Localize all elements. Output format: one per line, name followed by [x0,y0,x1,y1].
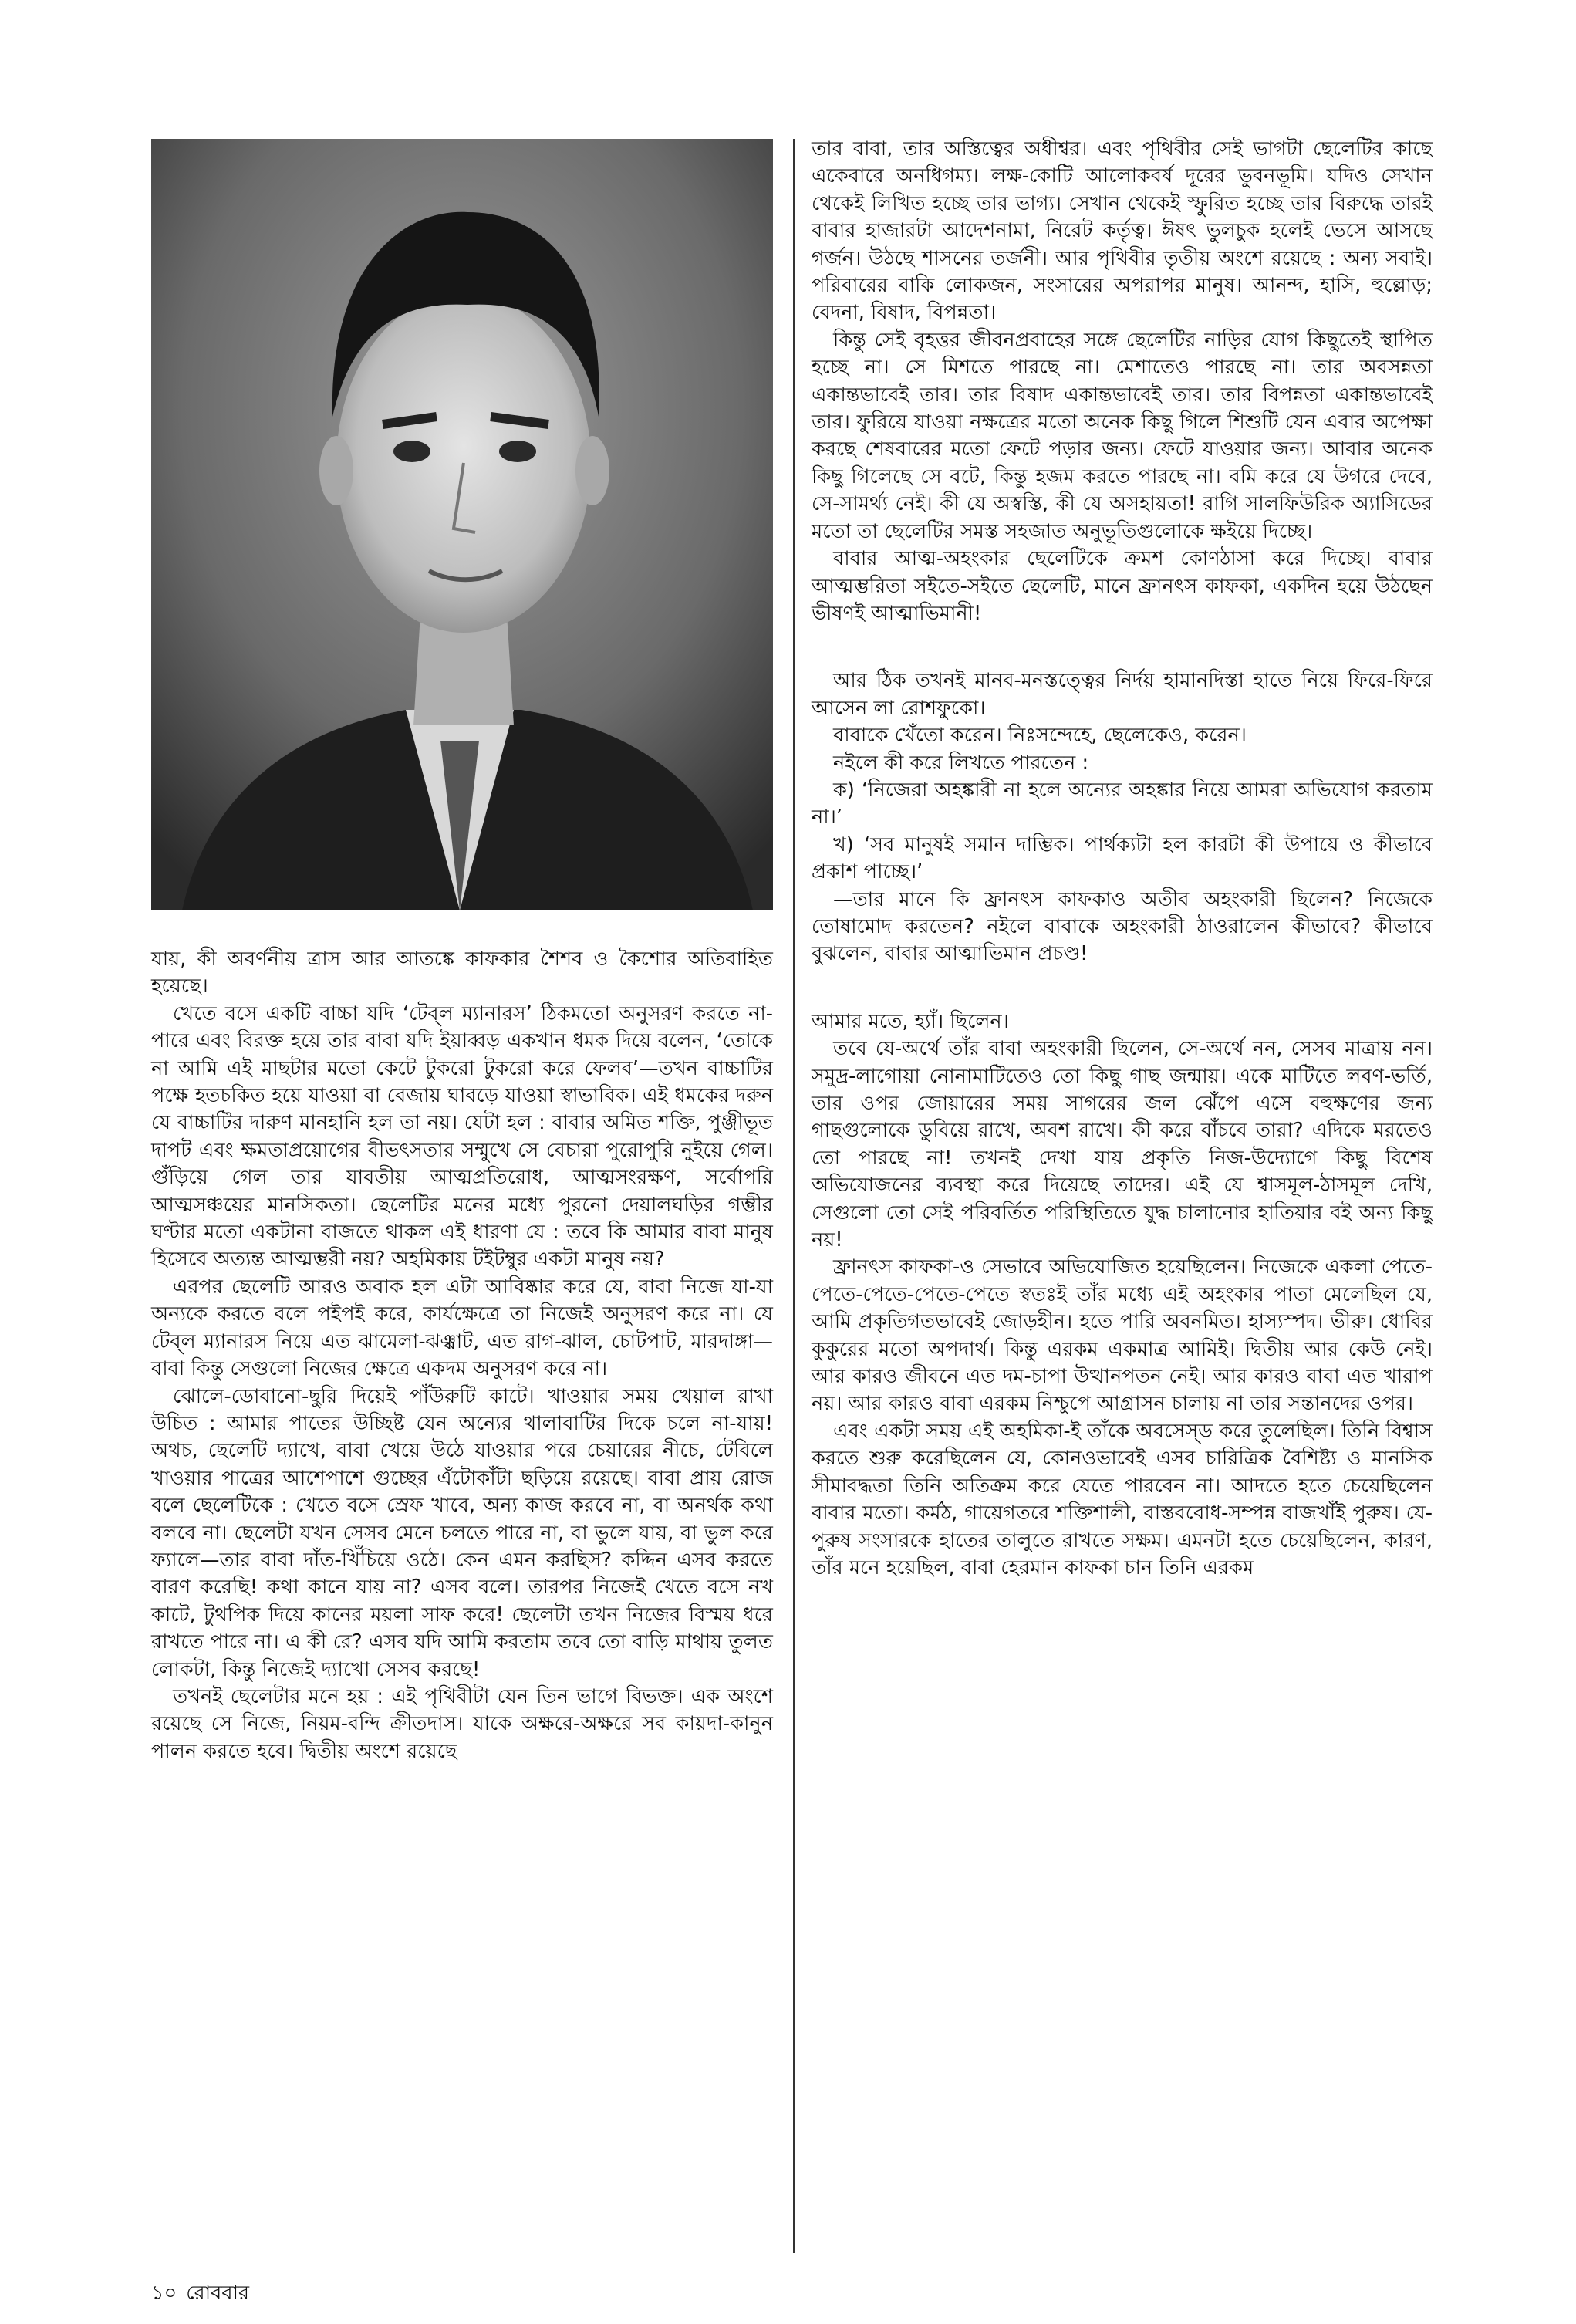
right-quote-kha: খ) ‘সব মানুষই সমান দাম্ভিক। পার্থক্যটা হল কারটা কী উপায়ে ও কীভাবে প্রকাশ পাচ্ছে।’ [812,833,1433,884]
right-paragraph-9: —তার মানে কি ফ্রানৎস কাফকাও অতীব অহংকারী ছিলেন? নিজেকে তোষামোদ করতেন? নইলে বাবাকে অহংকারী ঠাওরালেন কীভাবে? কীভাবে বুঝলেন, বাবার আত্মাভিমান প্রচণ্ড! [812,887,1433,966]
left-paragraph-3: এরপর ছেলেটি আরও অবাক হল এটা আবিষ্কার করে যে, বাবা নিজে যা-যা অন্যকে করতে বলে পইপই করে, কার্যক্ষেত্রে তা নিজেই অনুসরণ করে না। যে টেব্‌ল ম্যানারস নিয়ে এত ঝামেলা-ঝঞ্ঝাট, এত রাগ-ঝাল, চোটপাট, মারদাঙ্গা—বাবা কিন্তু সেগুলো নিজের ক্ষেত্রে একদম অনুসরণ করে না। [151,1275,773,1381]
magazine-name: রোববার [186,2282,250,2305]
right-paragraph-11: তবে যে-অর্থে তাঁর বাবা অহংকারী ছিলেন, সে-অর্থে নন, সেসব মাত্রায় নন। সমুদ্র-লাগোয়া নোনামাটিতেও তো কিছু গাছ জন্মায়। একে মাটিতে লবণ-ভর্তি, তার ওপর জোয়ারের সময় সাগরের জল ঝেঁপে এসে বহুক্ষণের জন্য গাছগুলোকে ডুবিয়ে রাখে, অবশ রাখে। কী করে বাঁচবে তারা? এদিকে মরতেও তো পারছে না! তখনই দেখা যায় প্রকৃতি নিজ-উদ্যোগে কিছু বিশেষ অভিযোজনের ব্যবস্থা করে দিয়েছে তাদের। এই যে শ্বাসমূল-ঠাসমূল দেখি, সেগুলো তো সেই পরিবর্তিত পরিস্থিতিতে যুদ্ধ চালানোর হাতিয়ার বই অন্য কিছু নয়! [812,1037,1433,1252]
page-footer [151,2278,258,2311]
right-paragraph-12: ফ্রানৎস কাফকা-ও সেভাবে অভিযোজিত হয়েছিলেন। নিজেকে একলা পেতে-পেতে-পেতে-পেতে-পেতে স্বতঃই তাঁর মধ্যে এই অহংকার পাতা মেলেছিল যে, আমি প্রকৃতিগতভাবেই জোড়হীন। হতে পারি অবনমিত। হাস্যস্পদ। ভীরু। ধোবির কুকুরের মতো অপদার্থ। কিন্তু এরকম একমাত্র আমিই। দ্বিতীয় আর কেউ নেই। আর কারও জীবনে এত দম-চাপা উত্থানপতন নেই। আর কারও বাবা এত খারাপ নয়। আর কারও বাবা এরকম নিশ্চুপে আগ্রাসন চালায় না তার সন্তানদের ওপর। [812,1255,1433,1416]
left-paragraph-4: ঝোলে-ডোবানো-ছুরি দিয়েই পাঁউরুটি কাটে। খাওয়ার সময় খেয়াল রাখা উচিত : আমার পাতের উচ্ছিষ্ট যেন অন্যের থালাবাটির দিকে চলে না-যায়! অথচ, ছেলেটি দ্যাখে, বাবা খেয়ে উঠে যাওয়ার পরে চেয়ারের নীচে, টেবিলে খাওয়ার পাত্রের আশেপাশে গুচ্ছের এঁটোকাঁটা ছড়িয়ে রয়েছে। বাবা প্রায় রোজ বলে ছেলেটিকে : খেতে বসে স্রেফ খাবে, অন্য কাজ করবে না, বা অনর্থক কথা বলবে না। ছেলেটা যখন সেসব মেনে চলতে পারে না, বা ভুলে যায়, বা ভুল করে ফ্যালে—তার বাবা দাঁত-খিঁচিয়ে ওঠে। কেন এমন করছিস? কদ্দিন এসব করতে বারণ করেছি! কথা কানে যায় না? এসব বলে। তারপর নিজেই খেতে বসে নখ কাটে, টুথপিক দিয়ে কানের ময়লা সাফ করে! ছেলেটা তখন নিজের বিস্ময় ধরে রাখতে পারে না। এ কী রে? এসব যদি আমি করতাম তবে তো বাড়ি মাথায় তুলত লোকটা, কিন্তু নিজেই দ্যাখো সেসব করছে! [151,1384,773,1681]
right-paragraph-6: নইলে কী করে লিখতে পারতেন : [833,751,1089,775]
left-paragraph-2: খেতে বসে একটি বাচ্চা যদি ‘টেব্‌ল ম্যানারস’ ঠিকমতো অনুসরণ করতে না-পারে এবং বিরক্ত হয়ে তার বাবা যদি ইয়াব্বড় একখান ধমক দিয়ে বলেন, ‘তোকে না আমি এই মাছটার মতো কেটে টুকরো টুকরো করে ফেলব’—তখন বাচ্চাটির পক্ষে হতচকিত হয়ে যাওয়া বা বেজায় ঘাবড়ে যাওয়া স্বাভাবিক। এই ধমকের দরুন যে বাচ্চাটির দারুণ মানহানি হল তা নয়। যেটা হল : বাবার অমিত শক্তি, পুঞ্জীভূত দাপট এবং ক্ষমতাপ্রয়োগের বীভৎসতার সম্মুখে সে বেচারা পুরোপুরি নুইয়ে গেল। গুঁড়িয়ে গেল তার যাবতীয় আত্মপ্রতিরোধ, আত্মসংরক্ষণ, সর্বোপরি আত্মসঞ্চয়ের মানসিকতা। ছেলেটির মনের মধ্যে পুরনো দেয়ালঘড়ির গম্ভীর ঘণ্টার মতো একটানা বাজতে থাকল এই ধারণা যে : তবে কি আমার বাবা মানুষ হিসেবে অত্যন্ত আত্মম্ভরী নয়? অহমিকায় টইটম্বুর একটা মানুষ নয়? [151,1002,773,1272]
right-paragraph-10: আমার মতে, হ্যাঁ। ছিলেন। [812,1009,1009,1033]
right-paragraph-3: বাবার আত্ম-অহংকার ছেলেটিকে ক্রমশ কোণঠাসা করে দিচ্ছে। বাবার আত্মম্ভরিতা সইতে-সইতে ছেলেটি, মানে ফ্রানৎস কাফকা, একদিন হয়ে উঠছেন ভীষণই আত্মাভিমানী! [812,547,1433,625]
right-quote-ka: ক) ‘নিজেরা অহঙ্কারী না হলে অন্যের অহঙ্কার নিয়ে আমরা অভিযোগ করতাম না।’ [812,778,1433,829]
left-column [151,946,773,1765]
column-divider [793,139,795,2253]
right-paragraph-13: এবং একটা সময় এই অহমিকা-ই তাঁকে অবসেস্‌ড করে তুলেছিল। তিনি বিশ্বাস করতে শুরু করেছিলেন যে, কোনওভাবেই এসব চারিত্রিক বৈশিষ্ট্য ও মানসিক সীমাবদ্ধতা তিনি অতিক্রম করে যেতে পারবেন না। আদতে হতে চেয়েছিলেন বাবার মতো। কর্মঠ, গায়েগতরে শক্তিশালী, বাস্তববোধ-সম্পন্ন বাজখাঁই পুরুষ। যে-পুরুষ সংসারকে হাতের তালুতে রাখতে সক্ষম। এমনটা হতে চেয়েছিলেন, কারণ, তাঁর মনে হয়েছিল, বাবা হেরমান কাফকা চান তিনি এরকম [812,1419,1433,1579]
right-paragraph-5: বাবাকে খেঁতো করেন। নিঃসন্দেহে, ছেলেকেও, করেন। [833,724,1247,748]
right-column [812,136,1433,1582]
portrait-photo [151,139,773,910]
left-paragraph-1: যায়, কী অবর্ণনীয় ত্রাস আর আতঙ্কে কাফকার শৈশব ও কৈশোর অতিবাহিত হয়েছে। [151,948,773,998]
right-paragraph-4: আর ঠিক তখনই মানব-মনস্তত্ত্বের নির্দয় হামানদিস্তা হাতে নিয়ে ফিরে-ফিরে আসেন লা রোশফুকো। [812,669,1433,720]
right-paragraph-2: কিন্তু সেই বৃহত্তর জীবনপ্রবাহের সঙ্গে ছেলেটির নাড়ির যোগ কিছুতেই স্থাপিত হচ্ছে না। সে মিশতে পারছে না। মেশাতেও পারছে না। তার অবসন্নতা একান্তভাবেই তার। তার বিষাদ একান্তভাবেই তার। তার বিপন্নতা একান্তভাবেই তার। ফুরিয়ে যাওয়া নক্ষত্রের মতো অনেক কিছু গিলে শিশুটি যেন এবার অপেক্ষা করছে শেষবারের মতো ফেটে পড়ার জন্য। ফেটে যাওয়ার জন্য। আবার অনেক কিছু গিলেছে সে বটে, কিন্তু হজম করতে পারছে না। বমি করে যে উগরে দেবে, সে-সামর্থ্য নেই। কী যে অস্বস্তি, কী যে অসহায়তা! রাগি সালফিউরিক অ্যাসিডের মতো তা ছেলেটির সমস্ত সহজাত অনুভূতিগুলোকে ক্ষইয়ে দিচ্ছে। [812,328,1433,543]
page-number: ১০ [151,2282,177,2305]
right-paragraph-1: তার বাবা, তার অস্তিত্বের অধীশ্বর। এবং পৃথিবীর সেই ভাগটা ছেলেটির কাছে একেবারে অনধিগম্য। লক্ষ-কোটি আলোকবর্ষ দূরের ভুবনভূমি। যদিও সেখান থেকেই লিখিত হচ্ছে তার ভাগ্য। সেখান থেকেই স্ফুরিত হচ্ছে তার বিরুদ্ধে তারই বাবার হাজারটা আদেশনামা, নিরেট কর্তৃত্ব। ঈষৎ ভুলচুক হলেই ভেসে আসছে গর্জন। উঠছে শাসনের তর্জনী। আর পৃথিবীর তৃতীয় অংশে রয়েছে : অন্য সবাই। পরিবারের বাকি লোকজন, সংসারের অপরাপর মানুষ। আনন্দ, হাসি, হুল্লোড়; বেদনা, বিষাদ, বিপন্নতা। [812,137,1433,325]
left-paragraph-5: তখনই ছেলেটার মনে হয় : এই পৃথিবীটা যেন তিন ভাগে বিভক্ত। এক অংশে রয়েছে সে নিজে, নিয়ম-বন্দি ক্রীতদাস। যাকে অক্ষরে-অক্ষরে সব কায়দা-কানুন পালন করতে হবে। দ্বিতীয় অংশে রয়েছে [151,1684,773,1763]
portrait-illustration [151,139,773,910]
